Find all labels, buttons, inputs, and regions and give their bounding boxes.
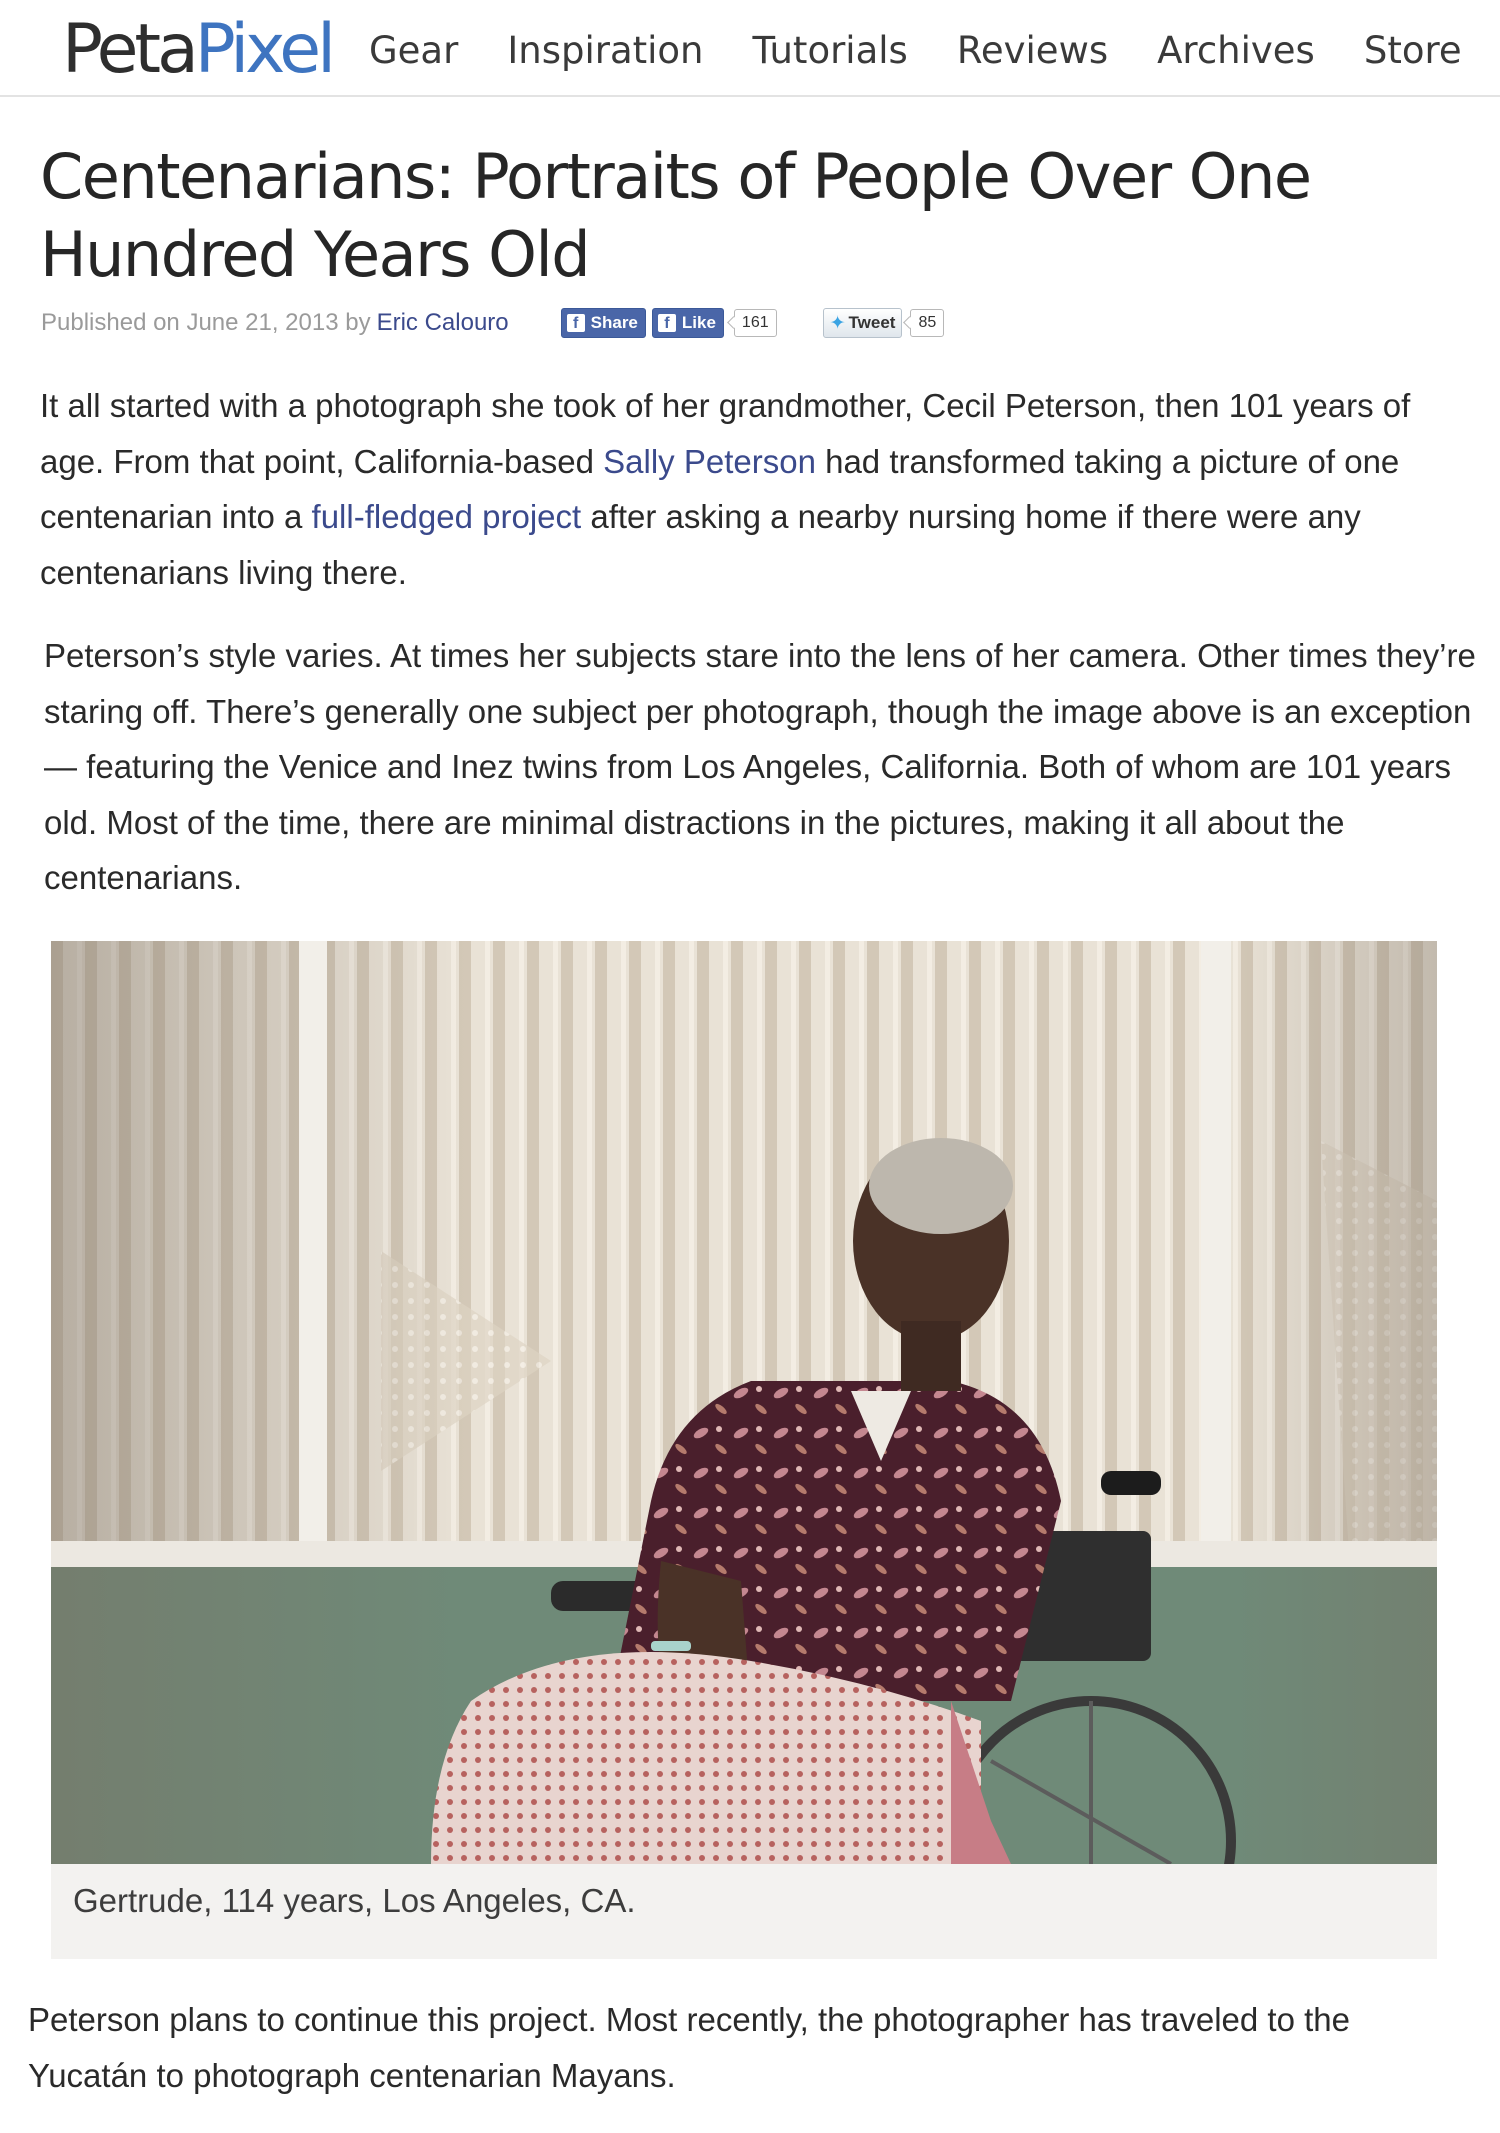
intro-text-2: had transformed taking a picture of one centenarian into a [40,442,1400,535]
nav-item-gear[interactable]: Gear [369,29,459,72]
portrait-photo [51,941,1437,1864]
like-count: 161 [734,309,777,337]
logo-part-pixel: Pixel [194,10,333,89]
share-label: Share [590,313,638,332]
photo-caption: Gertrude, 114 years, Los Angeles, CA. [73,1882,636,1919]
tweet-label: Tweet [848,313,896,332]
tweet-count: 85 [910,309,944,337]
like-label: Like [681,313,716,332]
tweet-button[interactable] [823,308,903,338]
nav-item-reviews[interactable]: Reviews [956,29,1109,72]
petapixel-logo[interactable] [62,8,332,92]
logo-part-peta: Peta [62,10,195,89]
intro-text-1: It all started with a photograph she took of her grandmother, Cecil Peterson, then 101 years of age. From that point, California-based [40,387,1411,480]
intro-text-3: after asking a nearby nursing home if there were any centenarians living there. [40,498,1361,591]
portrait-figure [51,941,1437,1959]
intro-paragraph [40,378,1480,600]
site-header [0,0,1500,97]
nav-item-inspiration[interactable]: Inspiration [507,29,704,72]
facebook-icon: f [658,314,676,332]
author-link[interactable]: Eric Calouro [376,309,509,336]
nav-item-tutorials[interactable]: Tutorials [752,29,908,72]
article-meta [41,306,944,340]
article-title: Centenarians: Portraits of People Over One Hundred Years Old [40,140,1311,291]
main-nav [369,26,1500,76]
facebook-share-button[interactable] [561,308,646,338]
full-fledged-project-link[interactable]: full-fledged project [311,498,582,535]
social-buttons [561,308,945,338]
nav-item-store[interactable]: Store [1363,29,1462,72]
style-paragraph: Peterson’s style varies. At times her subjects stare into the lens of her camera. Other times they’re staring off. There’s generally one subject per photograph, though the image above is an exception — featuring the Venice and Inez twins from Los Angeles, California. Both of whom are 101 years old. Most of the time, there are minimal distractions in the pictures, making it all about the centenarians. [44,637,1476,896]
facebook-like-button[interactable] [652,308,724,338]
closing-paragraph: Peterson plans to continue this project. Most recently, the photographer has traveled to the Yucatán to photograph centenarian Mayans. [28,2001,1350,2094]
nav-item-archives[interactable]: Archives [1157,29,1315,72]
sally-peterson-link[interactable]: Sally Peterson [603,442,816,480]
twitter-bird-icon: ✦ [829,312,846,334]
published-date: Published on June 21, 2013 by [41,309,371,336]
facebook-icon: f [567,314,585,332]
